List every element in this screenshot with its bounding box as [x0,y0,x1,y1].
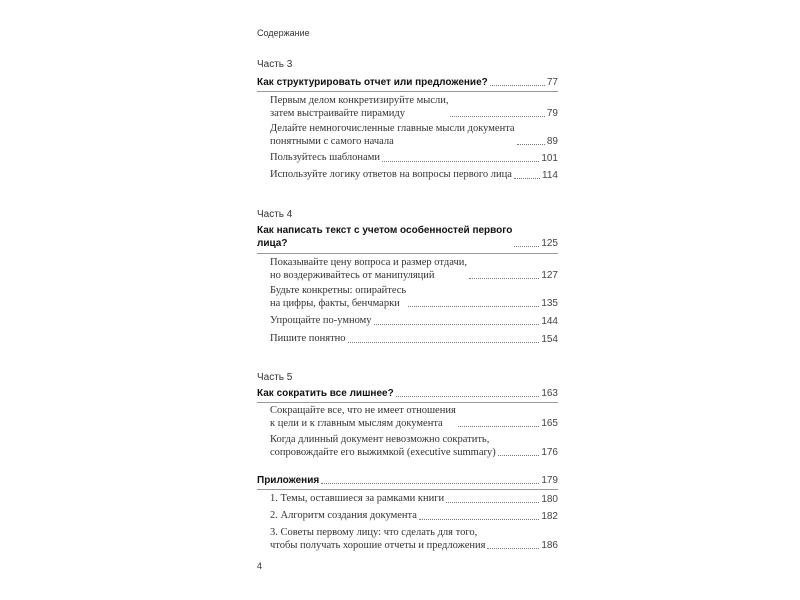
toc-entry-title: Будьте конкретны: опирайтесь на цифры, факты, бенчмарки [270,285,407,309]
dot-leader [450,116,544,117]
part-4-label: Часть 4 [257,209,293,220]
toc-entry[interactable] [270,285,558,310]
dot-leader [469,278,539,279]
toc-page-number: 182 [541,510,558,522]
toc-entry-title: Первым делом конкретизируйте мысли, затем выстраивайте пирамиду [270,95,449,119]
heading-rule [257,253,558,254]
dot-leader [321,483,539,484]
toc-entry[interactable] [270,95,558,120]
dot-leader [446,502,539,503]
dot-leader [458,426,540,427]
toc-entry-title: Когда длинный документ невозможно сократить, сопровождайте его выжимкой (executive summary) [270,434,496,458]
toc-entry-title: Используйте логику ответов на вопросы первого лица [270,169,512,180]
toc-entry-title: 2. Алгоритм создания документа [270,510,417,521]
dot-leader [348,342,540,343]
toc-heading-title: Как сократить все лишнее? [257,388,394,399]
toc-page-number: 163 [541,388,558,399]
dot-leader [374,324,540,325]
toc-entry[interactable] [270,493,558,506]
toc-page-number: 125 [541,238,558,249]
dot-leader [487,548,539,549]
dot-leader [514,246,539,247]
toc-entry-title: Пользуйтесь шаблонами [270,152,380,163]
toc-page-number: 165 [541,418,558,429]
toc-page-number: 79 [546,108,558,119]
page-number: 4 [257,561,263,571]
toc-entry[interactable] [270,315,558,328]
dot-leader [396,396,540,397]
heading-rule [257,402,558,403]
dot-leader [408,306,539,307]
toc-page-number: 186 [541,540,558,551]
toc-entry[interactable] [270,434,558,459]
toc-heading-part-3[interactable] [257,76,558,89]
heading-rule [257,91,558,92]
toc-entry[interactable] [270,333,558,346]
toc-page-number: 101 [541,152,558,164]
toc-entry-title: Сокращайте все, что не имеет отношения к цели и к главным мыслям документа [270,405,456,429]
dot-leader [517,144,545,145]
toc-entry[interactable] [270,123,558,148]
toc-entry[interactable] [270,527,558,552]
dot-leader [498,455,540,456]
toc-entry-title: Пишите понятно [270,333,346,344]
toc-page-number: 179 [541,475,558,486]
toc-entry-title: 1. Темы, оставшиеся за рамками книги [270,493,445,504]
toc-heading-title: Как написать текст с учетом особенностей первого лица? [257,225,513,249]
toc-heading-title: Приложения [257,475,320,486]
toc-page-number: 144 [541,315,558,327]
toc-page-number: 77 [546,77,558,88]
toc-page-number: 114 [542,169,558,181]
toc-entry[interactable] [270,257,558,282]
dot-leader [514,178,540,179]
toc-heading-part-5[interactable] [257,387,558,400]
toc-page-number: 127 [541,270,558,281]
toc-page-number: 154 [541,333,558,345]
toc-heading-appendix[interactable] [257,474,558,487]
toc-page-number: 176 [541,447,558,458]
toc-entry-title: Упрощайте по-умному [270,315,372,326]
running-header: Содержание [257,28,310,38]
toc-heading-title: Как структурировать отчет или предложение? [257,77,488,88]
part-5-label: Часть 5 [257,372,293,383]
toc-entry-title: Показывайте цену вопроса и размер отдачи, но воздерживайтесь от манипуляций [270,257,467,281]
toc-entry-title: 3. Советы первому лицу: что сделать для того, чтобы получать хорошие отчеты и предложения [270,527,486,551]
dot-leader [490,85,545,86]
part-3-label: Часть 3 [257,59,293,70]
toc-heading-part-4[interactable] [257,224,558,250]
toc-entry[interactable] [270,169,558,182]
toc-entry[interactable] [270,510,558,523]
heading-rule [257,489,558,490]
toc-page-number: 180 [541,493,558,505]
toc-page-number: 135 [541,298,558,309]
toc-entry-title: Делайте немногочисленные главные мысли документа понятными с самого начала [270,123,515,147]
toc-entry[interactable] [270,152,558,165]
toc-entry[interactable] [270,405,558,430]
dot-leader [419,519,539,520]
dot-leader [382,161,539,162]
toc-page-number: 89 [546,136,558,147]
